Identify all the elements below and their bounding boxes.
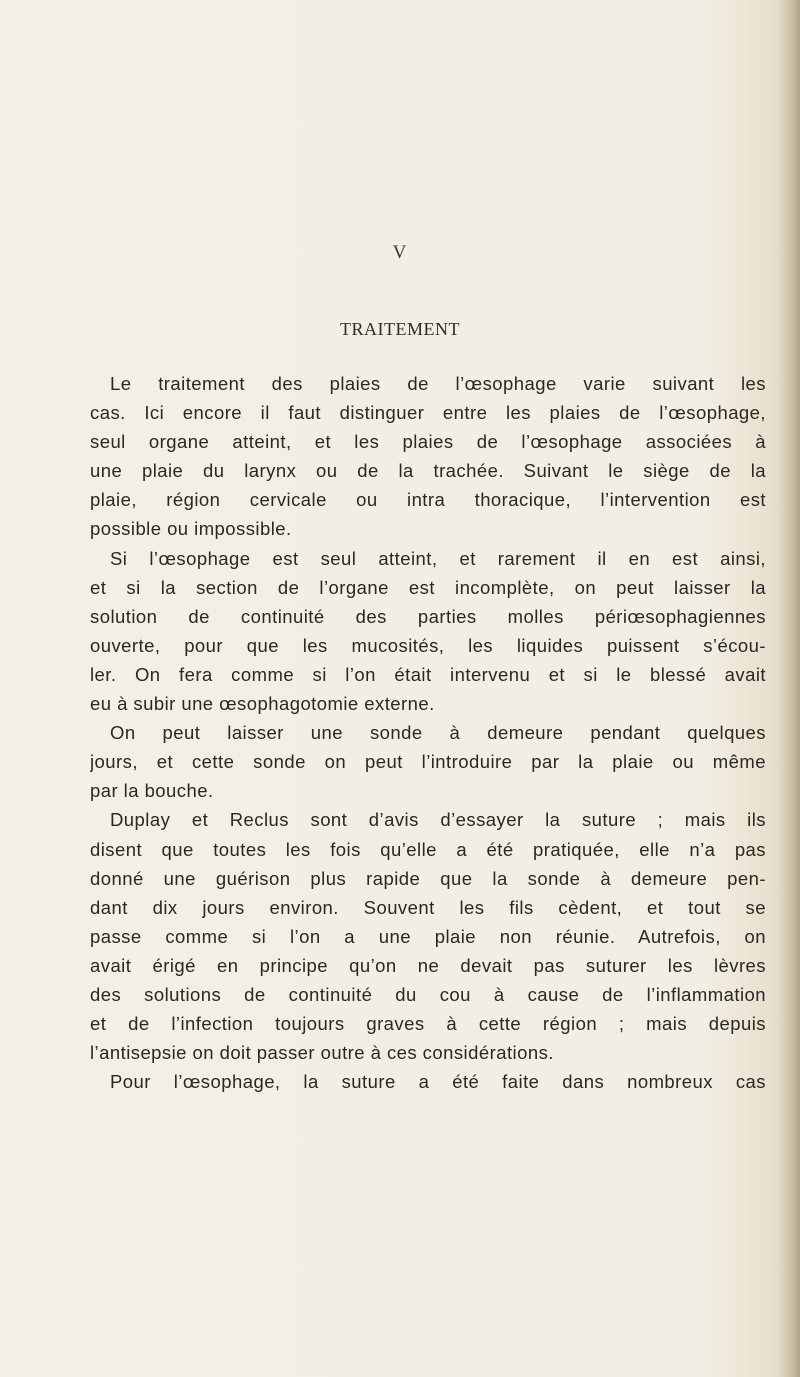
text-line: passe comme si l’on a une plaie non réunie. Autrefois, on [90,925,766,947]
text-line: donné une guérison plus rapide que la sonde à demeure pen- [90,867,766,889]
text-line: ler. On fera comme si l’on était intervenu et si le blessé avait [90,663,766,685]
text-line: et de l’infection toujours graves à cette région ; mais depuis [90,1013,766,1035]
text-line: par la bouche. [90,780,214,802]
text-line: solution de continuité des parties molles périœsophagiennes [90,605,766,627]
text-line: disent que toutes les fois qu’elle a été pratiquée, elle n’a pas [90,838,766,860]
chapter-title: TRAITEMENT [340,319,460,339]
text-line: dant dix jours environ. Souvent les fils cèdent, et tout se [90,896,766,918]
text-line: jours, et cette sonde on peut l’introduire par la plaie ou même [90,751,766,773]
text-line: Le traitement des plaies de l’œsophage varie suivant les [110,373,766,394]
text-line: l’antisepsie on doit passer outre à ces considérations. [90,1042,554,1064]
body-text [90,369,766,1096]
text-line: seul organe atteint, et les plaies de l’œsophage associées à [90,431,766,453]
text-line: cas. Ici encore il faut distinguer entre les plaies de l’œsophage, [90,402,766,424]
text-line: et si la section de l’organe est incomplète, on peut laisser la [90,576,766,598]
text-line: plaie, région cervicale ou intra thoracique, l’intervention est [90,489,766,511]
text-line: une plaie du larynx ou de la trachée. Suivant le siège de la [90,460,766,482]
text-line: ouverte, pour que les mucosités, les liquides puissent s’écou- [90,634,766,656]
text-line: des solutions de continuité du cou à cause de l’inflammation [90,983,766,1005]
text-line: avait érigé en principe qu’on ne devait pas suturer les lèvres [90,954,766,976]
page-edge-shadow [778,0,800,1377]
text-line: Pour l’œsophage, la suture a été faite dans nombreux cas [110,1071,766,1093]
chapter-number: V [392,242,408,263]
text-line: possible ou impossible. [90,518,292,540]
text-line: On peut laisser une sonde à demeure pendant quelques [110,722,766,744]
text-line: Duplay et Reclus sont d’avis d’essayer la suture ; mais ils [110,809,766,831]
text-line: eu à subir une œsophagotomie externe. [90,693,435,715]
text-line: Si l’œsophage est seul atteint, et rarement il en est ainsi, [110,547,766,569]
